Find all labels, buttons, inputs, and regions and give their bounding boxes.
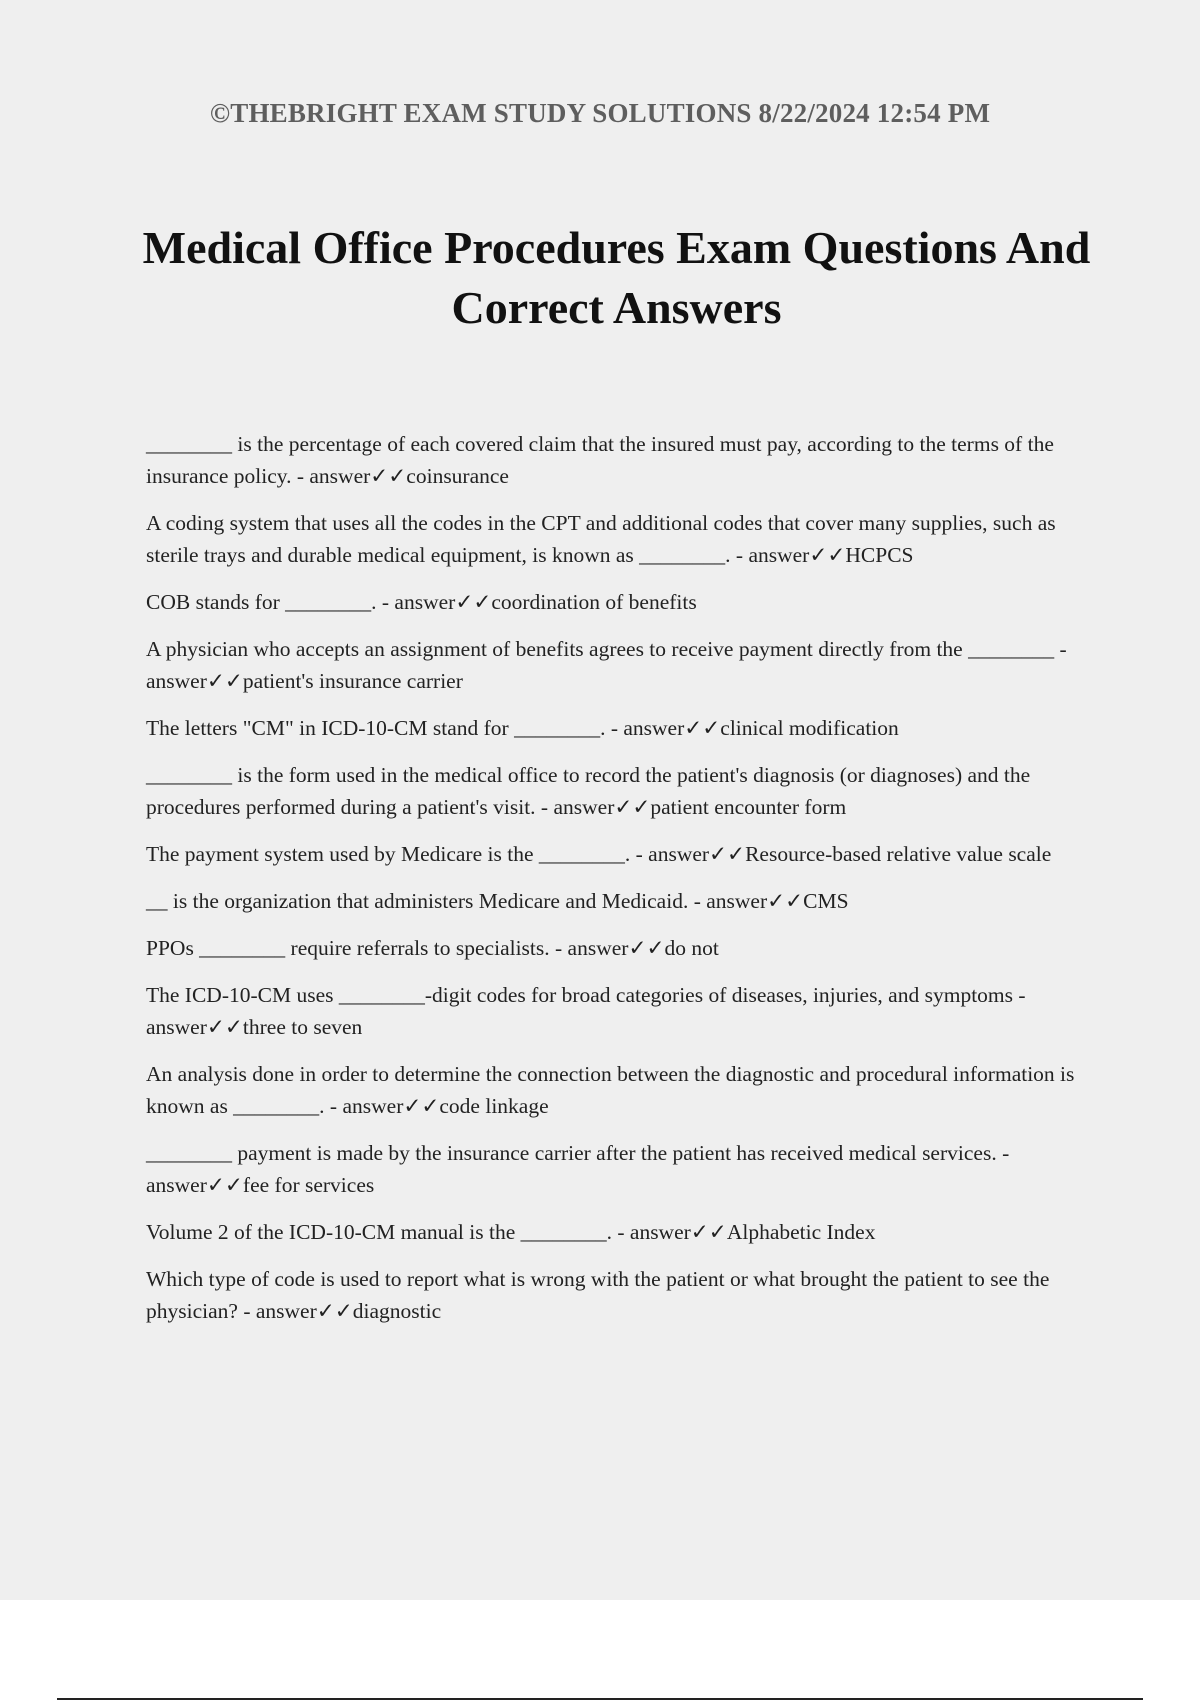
page-title: Medical Office Procedures Exam Questions And Correct Answers (142, 222, 1091, 333)
qa-item: ________ payment is made by the insurance carrier after the patient has received medical services. - answer✓✓fee for services (146, 1141, 1010, 1197)
qa-item: Which type of code is used to report what is wrong with the patient or what brought the patient to see the physician? - answer✓✓diagnostic (146, 1267, 1050, 1323)
qa-item: The ICD-10-CM uses ________-digit codes for broad categories of diseases, injuries, and symptoms - answer✓✓three to seven (146, 983, 1026, 1039)
qa-item: An analysis done in order to determine the connection between the diagnostic and procedural information is known as ________. - answer✓✓code linkage (146, 1062, 1075, 1118)
qa-item: __ is the organization that administers Medicare and Medicaid. - answer✓✓CMS (146, 889, 849, 913)
qa-item: ________ is the form used in the medical office to record the patient's diagnosis (or diagnoses) and the procedures performed during a patient's visit. - answer✓✓patient encounter form (146, 763, 1031, 819)
qa-item: COB stands for ________. - answer✓✓coordination of benefits (146, 590, 697, 614)
qa-item: Volume 2 of the ICD-10-CM manual is the ________. - answer✓✓Alphabetic Index (146, 1220, 876, 1244)
qa-item: A physician who accepts an assignment of benefits agrees to receive payment directly from the ________ - answer✓✓patient's insurance carrier (146, 637, 1067, 693)
qa-item: PPOs ________ require referrals to specialists. - answer✓✓do not (146, 936, 719, 960)
watermark-header: ©THEBRIGHT EXAM STUDY SOLUTIONS 8/22/2024 12:54 PM (209, 98, 991, 128)
qa-item: ________ is the percentage of each covered claim that the insured must pay, according to the terms of the insurance policy. - answer✓✓coinsurance (146, 432, 1054, 488)
qa-list (146, 428, 1076, 1342)
qa-item: A coding system that uses all the codes in the CPT and additional codes that cover many supplies, such as sterile trays and durable medical equipment, is known as ________. - answer✓✓HCPCS (146, 511, 1056, 567)
qa-item: The letters "CM" in ICD-10-CM stand for ________. - answer✓✓clinical modification (146, 716, 899, 740)
qa-item: The payment system used by Medicare is the ________. - answer✓✓Resource-based relative value scale (146, 842, 1052, 866)
